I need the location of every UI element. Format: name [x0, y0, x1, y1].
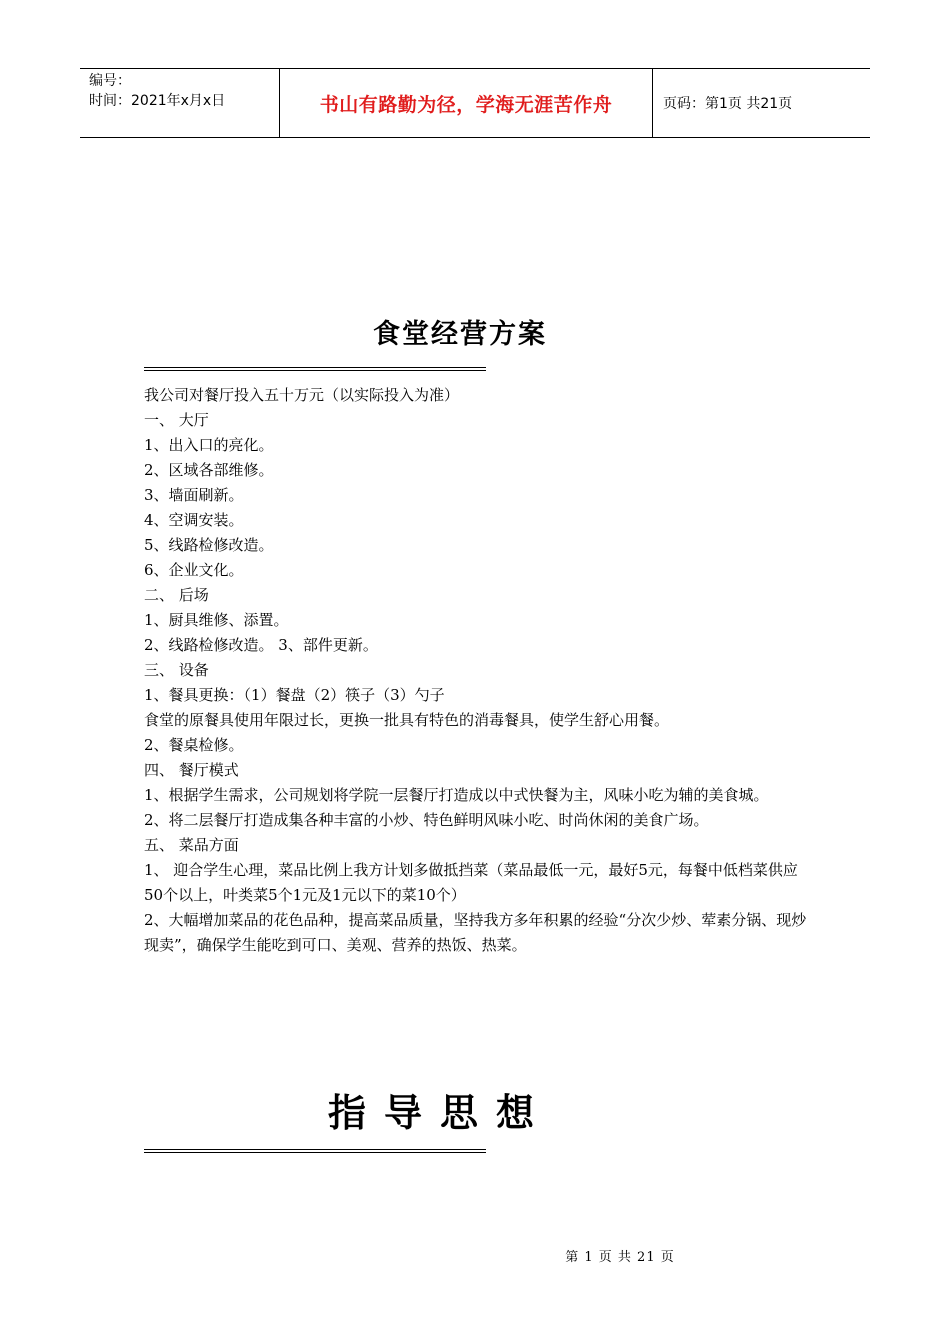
- header-page-info: 页码：第1页 共21页: [663, 96, 793, 112]
- section-heading-1: 一、 大厅: [144, 411, 209, 429]
- body-line: 我公司对餐厅投入五十万元（以实际投入为准）: [144, 386, 460, 404]
- body-line: 2、区域各部维修。: [144, 461, 274, 479]
- body-line: 4、空调安装。: [144, 511, 244, 529]
- number-label: 编号：: [89, 73, 131, 89]
- body-line: 2、大幅增加菜品的花色品种，提高菜品质量，坚持我方多年积累的经验“分次少炒、荤素分锅、现炒现卖”，确保学生能吃到可口、美观、营养的热饭、热菜。: [144, 911, 807, 954]
- body-line: 2、线路检修改造。 3、部件更新。: [144, 636, 378, 654]
- header-meta: [80, 69, 280, 137]
- body-line: 1、根据学生需求，公司规划将学院一层餐厅打造成以中式快餐为主，风味小吃为辅的美食城。: [144, 786, 769, 804]
- body-line: 2、将二层餐厅打造成集各种丰富的小炒、特色鲜明风味小吃、时尚休闲的美食广场。: [144, 811, 709, 829]
- section-heading-4: 四、 餐厅模式: [144, 761, 239, 779]
- body-line: 1、 迎合学生心理，菜品比例上我方计划多做抵挡菜（菜品最低一元，最好5元，每餐中低档菜供应50个以上，叶类菜5个1元及1元以下的菜10个）: [144, 861, 798, 904]
- body-line: 1、出入口的亮化。: [144, 436, 274, 454]
- body-line: 食堂的原餐具使用年限过长，更换一批具有特色的消毒餐具，使学生舒心用餐。: [144, 711, 670, 729]
- page-header: [80, 68, 870, 138]
- section-heading-3: 三、 设备: [144, 661, 209, 679]
- heading-divider: [144, 1149, 486, 1153]
- section-heading-5: 五、 菜品方面: [144, 836, 239, 854]
- body-line: 6、企业文化。: [144, 561, 244, 579]
- title-divider: [144, 367, 486, 371]
- body-line: 2、餐桌检修。: [144, 736, 244, 754]
- time-label: 时间：2021年x月x日: [89, 93, 226, 109]
- section-heading-guiding-ideology: 指导思想: [327, 1091, 552, 1135]
- header-motto: 书山有路勤为径，学海无涯苦作舟: [280, 69, 653, 137]
- document-title: 食堂经营方案: [373, 319, 547, 350]
- page-footer: 第 1 页 共 21 页: [565, 1250, 675, 1265]
- body-line: 1、餐具更换：（1）餐盘（2）筷子（3）勺子: [144, 686, 445, 704]
- body-line: 3、墙面刷新。: [144, 486, 244, 504]
- body-line: 1、厨具维修、添置。: [144, 611, 289, 629]
- section-heading-2: 二、 后场: [144, 586, 209, 604]
- document-body: [144, 383, 814, 958]
- body-line: 5、线路检修改造。: [144, 536, 274, 554]
